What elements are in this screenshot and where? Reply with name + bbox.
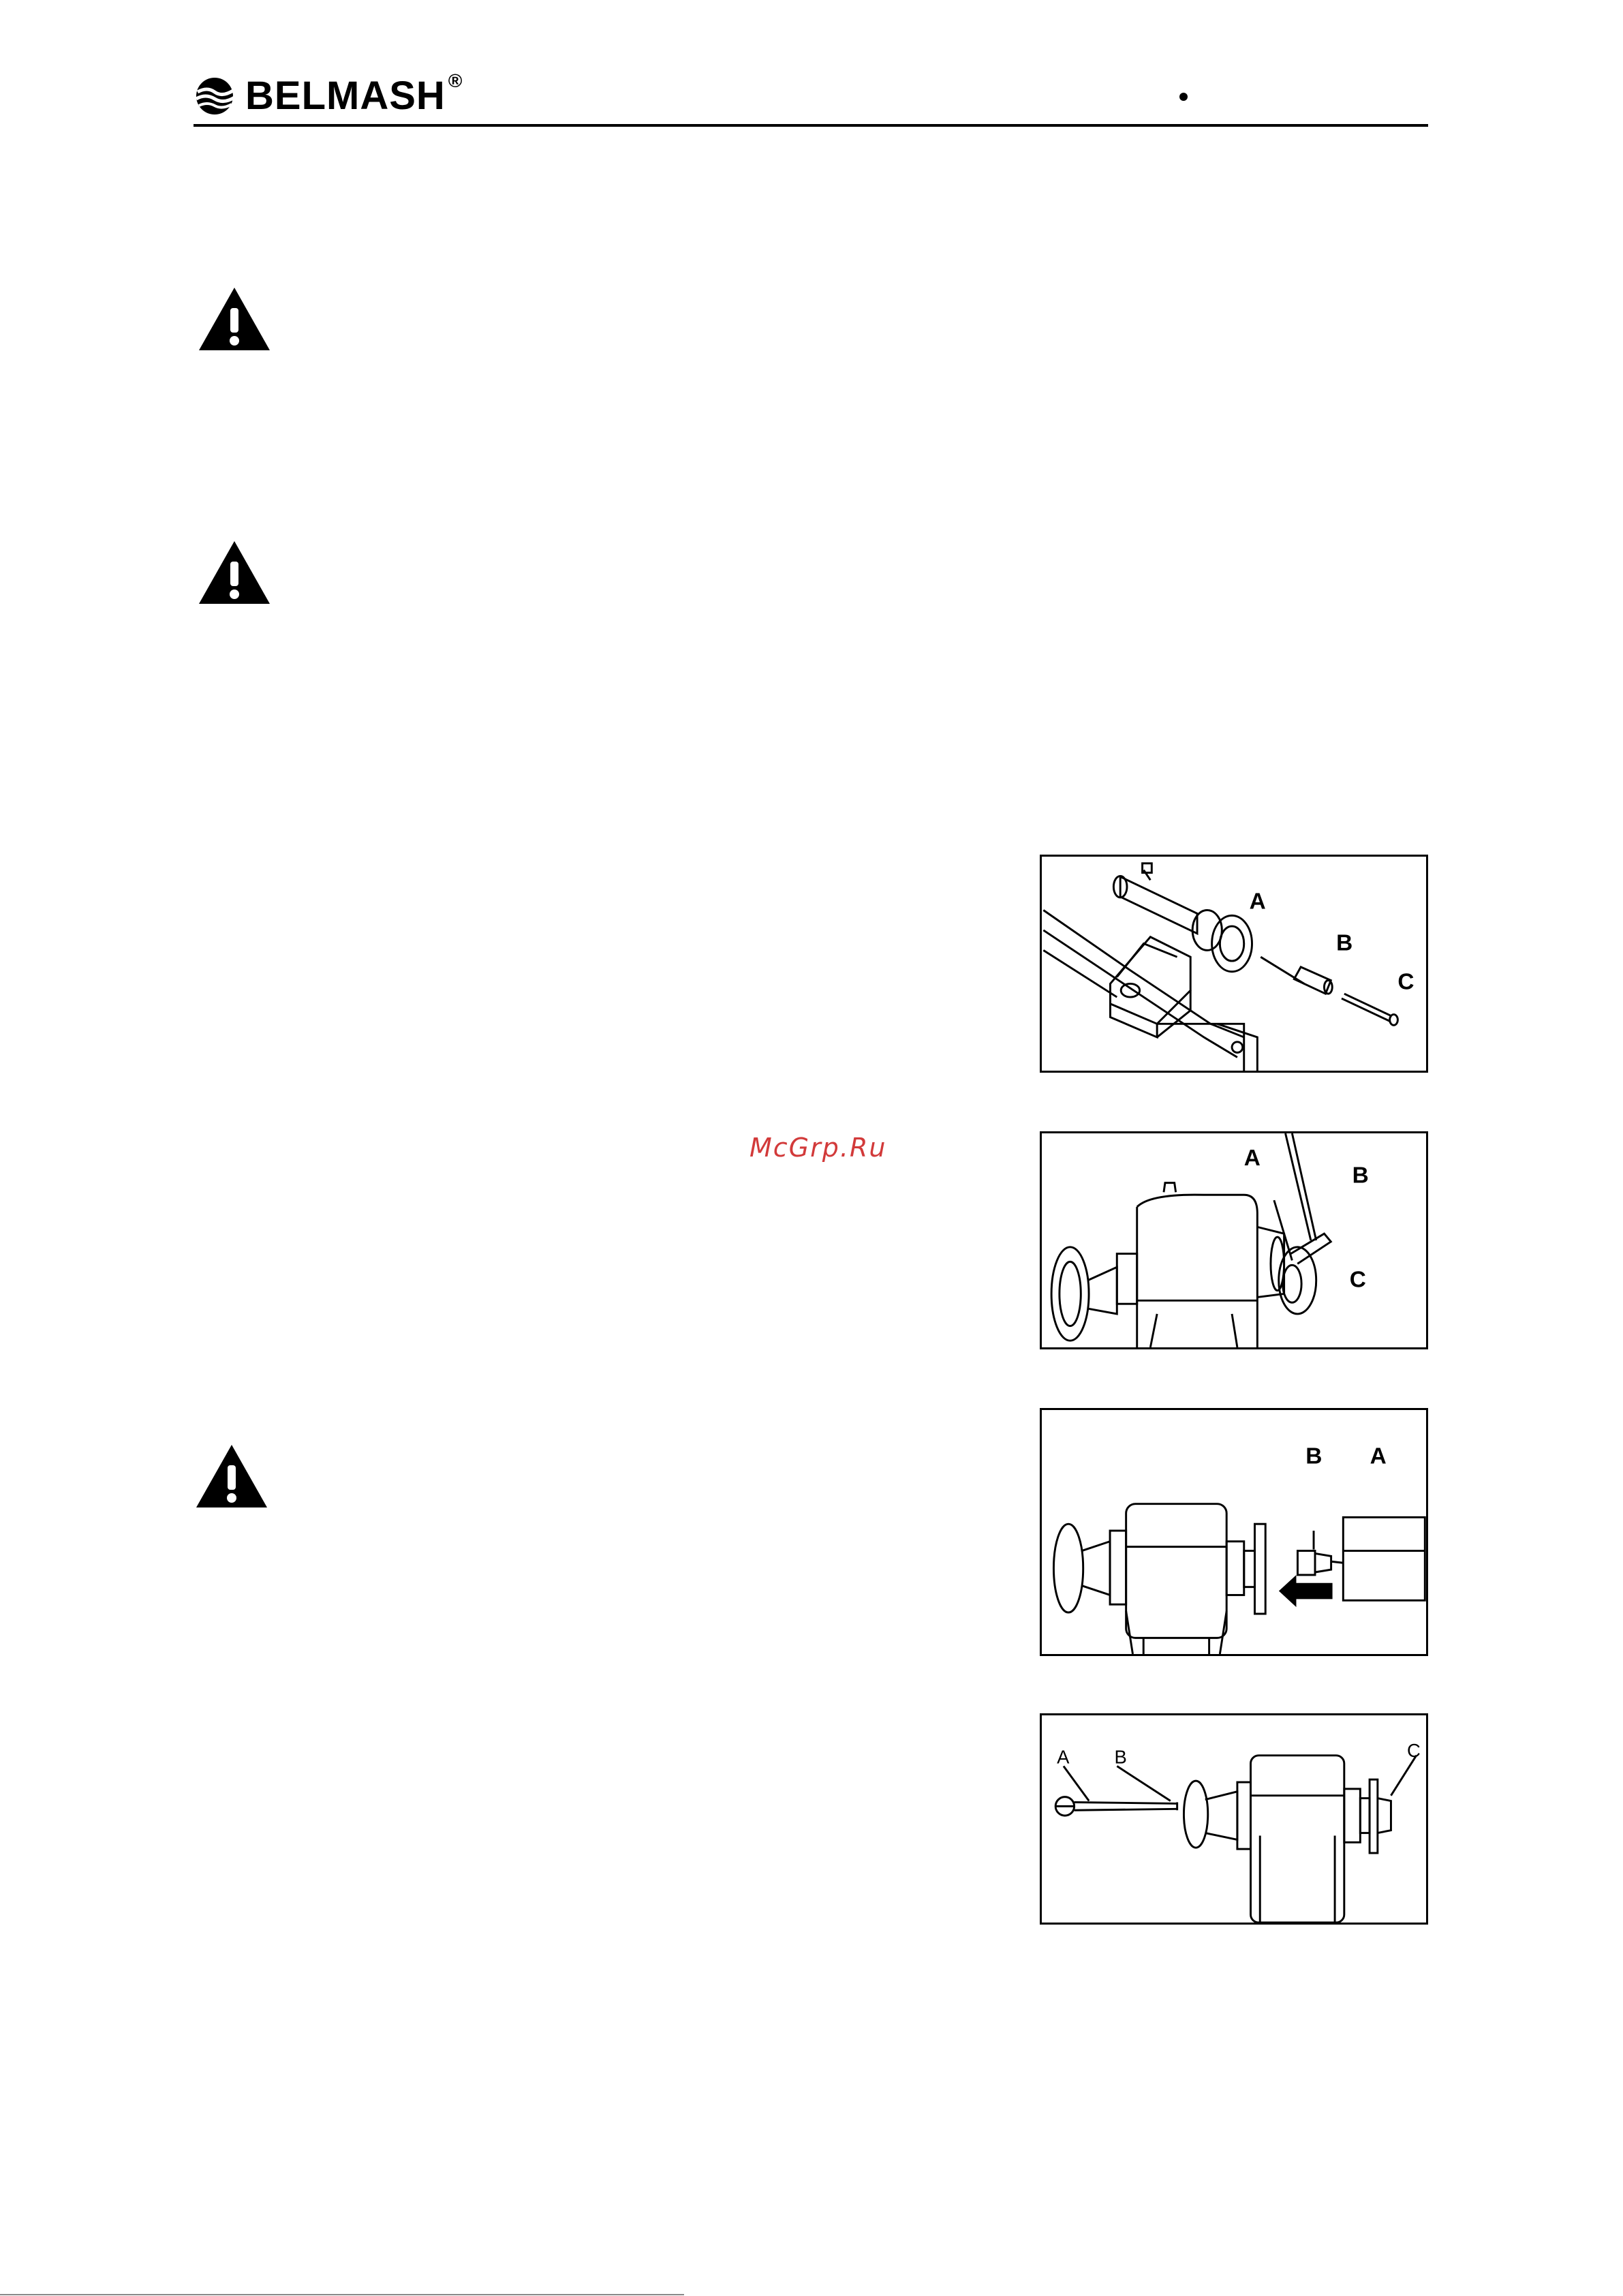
tailstock-handwheel-illustration xyxy=(1042,857,1426,1071)
figure-label: C xyxy=(1397,969,1415,995)
header-divider xyxy=(194,124,1428,127)
figure-label: B xyxy=(1114,1746,1127,1768)
warning-icon xyxy=(196,538,273,607)
registered-mark: ® xyxy=(448,70,463,91)
footer-divider xyxy=(0,2294,684,2295)
figure-label: B xyxy=(1336,930,1353,956)
figure-label: C xyxy=(1406,1739,1421,1761)
figure-tailstock-handwheel xyxy=(1040,855,1428,1073)
headstock-spanner-illustration xyxy=(1042,1133,1426,1347)
watermark-text: McGrp.Ru xyxy=(749,1133,887,1163)
page-header xyxy=(194,72,1428,127)
figure-label: A xyxy=(1057,1746,1070,1768)
belmash-logo xyxy=(194,72,462,120)
figure-label: B xyxy=(1352,1163,1369,1189)
figure-knockout-bar xyxy=(1040,1713,1428,1925)
figure-drive-centre xyxy=(1040,1408,1428,1656)
figure-label: A xyxy=(1249,889,1266,915)
figure-headstock-spanner xyxy=(1040,1131,1428,1349)
brand-name: BELMASH xyxy=(245,74,446,118)
figure-label: B xyxy=(1305,1443,1323,1469)
header-bullet xyxy=(1179,93,1188,101)
warning-icon xyxy=(194,1442,270,1510)
belmash-logo-icon xyxy=(194,77,236,115)
figure-label: A xyxy=(1370,1443,1387,1469)
warning-icon xyxy=(196,285,273,353)
knockout-bar-illustration xyxy=(1042,1715,1426,1923)
figure-label: C xyxy=(1349,1267,1366,1293)
figure-label: A xyxy=(1243,1146,1261,1172)
drive-centre-illustration xyxy=(1042,1410,1426,1654)
